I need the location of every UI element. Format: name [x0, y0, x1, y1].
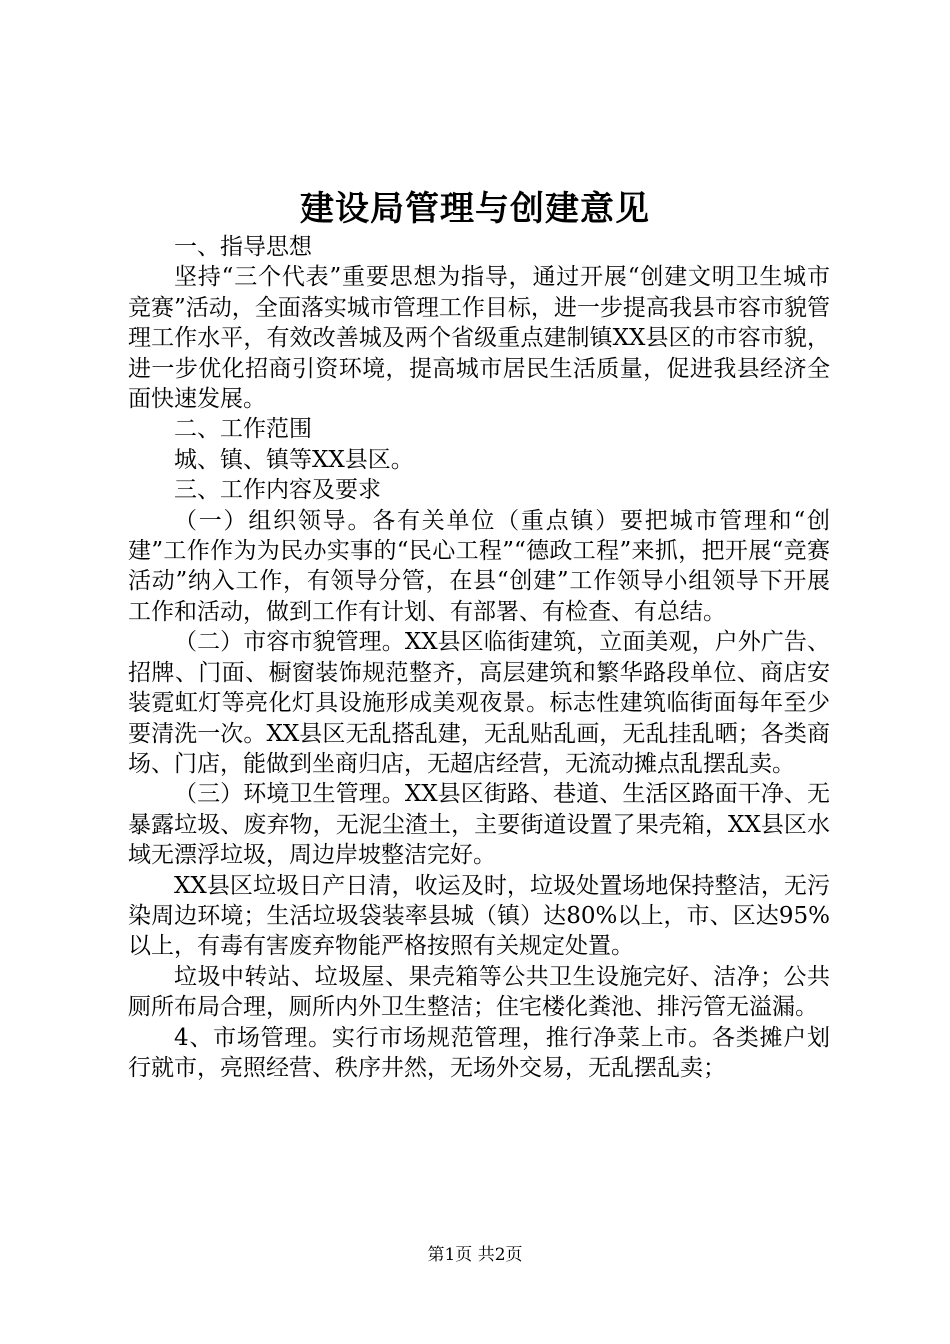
paragraph-work-scope: 城、镇、镇等XX县区。 [174, 446, 414, 473]
paragraph-garbage-collection: XX县区垃圾日产日清，收运及时，垃圾处置场地保持整洁，无污染周边环境；生活垃圾袋装率县城（镇）达80%以上，市、区达95%以上，有毒有害废弃物能严格按照有关规定处置。 [128, 872, 830, 960]
document-title: 建设局管理与创建意见 [300, 189, 650, 229]
section-heading-work-content: 三、工作内容及要求 [174, 477, 381, 504]
paragraph-market-management: 4、市场管理。实行市场规范管理，推行净菜上市。各类摊户划行就市，亮照经营、秩序井然，无场外交易，无乱摆乱卖； [128, 1024, 830, 1081]
paragraph-public-facilities: 垃圾中转站、垃圾屋、果壳箱等公共卫生设施完好、洁净；公共厕所布局合理，厕所内外卫生整洁；住宅楼化粪池、排污管无溢漏。 [128, 963, 830, 1021]
page-footer: 第1页 共2页 [427, 1245, 523, 1265]
paragraph-environmental-sanitation: （三）环境卫生管理。XX县区街路、巷道、生活区路面干净、无暴露垃圾、废弃物，无泥尘渣土，主要街道设置了果壳箱，XX县区水域无漂浮垃圾，周边岸坡整洁完好。 [128, 781, 830, 869]
paragraph-city-appearance: （二）市容市貌管理。XX县区临街建筑，立面美观，户外广告、招牌、门面、橱窗装饰规范整齐，高层建筑和繁华路段单位、商店安装霓虹灯等亮化灯具设施形成美观夜景。标志性建筑临街面每年至少要清洗一次。XX县区无乱搭乱建，无乱贴乱画，无乱挂乱晒；各类商场、门店，能做到坐商归店，无超店经营，无流动摊点乱摆乱卖。 [128, 629, 830, 777]
section-heading-work-scope: 二、工作范围 [174, 416, 312, 443]
section-heading-guiding-ideology: 一、指导思想 [174, 234, 312, 260]
paragraph-organization-leadership: （一）组织领导。各有关单位（重点镇）要把城市管理和“创建”工作作为为民办实事的“民心工程”“德政工程”来抓，把开展“竞赛活动”纳入工作，有领导分管，在县“创建”工作领导小组领导下开展工作和活动，做到工作有计划、有部署、有检查、有总结。 [128, 507, 830, 625]
paragraph-guiding-ideology: 坚持“三个代表”重要思想为指导，通过开展“创建文明卫生城市竞赛”活动，全面落实城市管理工作目标，进一步提高我县市容市貌管理工作水平，有效改善城及两个省级重点建制镇XX县区的市容市貌，进一步优化招商引资环境，提高城市居民生活质量，促进我县经济全面快速发展。 [128, 264, 830, 413]
document-body [128, 232, 830, 1083]
